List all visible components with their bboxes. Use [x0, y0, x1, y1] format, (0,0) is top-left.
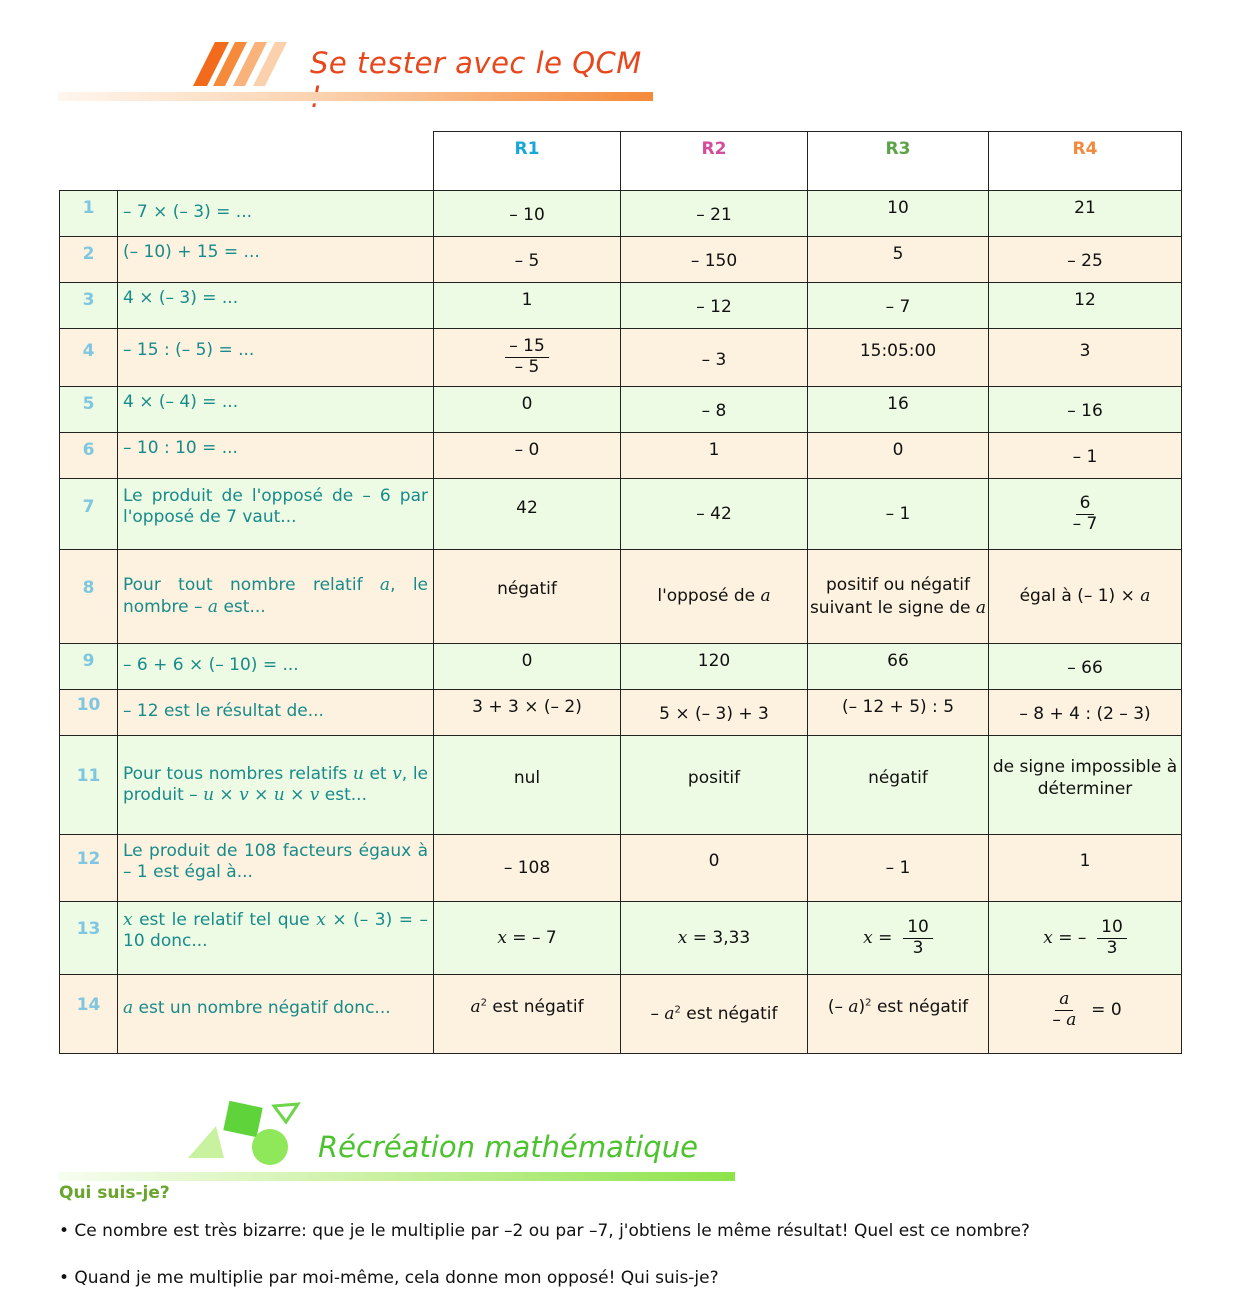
answer-r4: – 16 — [989, 387, 1182, 433]
question-text: – 15 : (– 5) = ... — [118, 329, 434, 387]
qcm-title: Se tester avec le QCM — [310, 46, 642, 80]
riddle-heading: Qui suis-je? — [59, 1183, 170, 1203]
answer-r1: 42 — [434, 479, 621, 550]
fraction-numerator: 6 — [1076, 494, 1095, 515]
stripes-icon — [193, 42, 298, 86]
answer-r3: (– a)$^2$ est négatif — [808, 975, 989, 1054]
answer-r3: 5 — [808, 237, 989, 283]
answer-r1 — [434, 329, 621, 387]
fraction-denominator: – a — [1052, 1009, 1077, 1030]
question-number: 8 — [60, 550, 118, 644]
answer-r3: (– 12 + 5) : 5 — [808, 690, 989, 736]
recreation-underline — [58, 1172, 735, 1181]
answer-r1: 1 — [434, 283, 621, 329]
answer-r4: – 8 + 4 : (2 – 3) — [989, 690, 1182, 736]
recreation-banner — [58, 1100, 748, 1186]
answer-r1: – 108 — [434, 835, 621, 902]
answer-r1: x = – 7 — [434, 902, 621, 975]
question-text: (– 10) + 15 = ... — [118, 237, 434, 283]
fraction-denominator: 3 — [1106, 937, 1118, 958]
question-text: 4 × (– 3) = ... — [118, 283, 434, 329]
fraction-numerator: – 15 — [505, 337, 549, 358]
question-number: 10 — [60, 690, 118, 736]
table-row — [60, 237, 1182, 283]
table-row — [60, 644, 1182, 690]
table-row — [60, 283, 1182, 329]
answer-r4: 1 — [989, 835, 1182, 902]
riddle-item: • Quand je me multiplie par moi-même, cela donne mon opposé! Qui suis-je? — [59, 1268, 719, 1288]
header-blank — [60, 132, 434, 191]
fraction-numerator: 10 — [1097, 918, 1127, 939]
fraction — [1097, 918, 1127, 958]
answer-r2: – 3 — [621, 329, 808, 387]
qcm-banner — [58, 38, 658, 108]
question-number: 6 — [60, 433, 118, 479]
question-text: 4 × (– 4) = ... — [118, 387, 434, 433]
question-number: 3 — [60, 283, 118, 329]
qcm-underline — [58, 92, 653, 101]
geometric-shapes-icon — [186, 1100, 316, 1170]
answer-r2: x = 3,33 — [621, 902, 808, 975]
question-text: Le produit de 108 facteurs égaux à – 1 est égal à... — [118, 835, 434, 902]
answer-r4: de signe impossible à déterminer — [989, 736, 1182, 835]
answer-r2: – 12 — [621, 283, 808, 329]
answer-r4: 21 — [989, 191, 1182, 237]
answer-r1: – 10 — [434, 191, 621, 237]
header-row — [60, 132, 1182, 191]
answer-r4: x = – $\frac{10}{3}$ — [989, 902, 1182, 975]
table-row — [60, 387, 1182, 433]
answer-r1: $a^2$ est négatif — [434, 975, 621, 1054]
question-number: 12 — [60, 835, 118, 902]
answer-r1: négatif — [434, 550, 621, 644]
answer-r4: 3 — [989, 329, 1182, 387]
answer-r2: – 21 — [621, 191, 808, 237]
recreation-title: Récréation mathématique — [318, 1130, 698, 1164]
fraction — [903, 918, 933, 958]
answer-r3: 15:05:00 — [808, 329, 989, 387]
question-text: Pour tous nombres relatifs u et v, le produit – u × v × u × v est... — [118, 736, 434, 835]
answer-r4: – 1 — [989, 433, 1182, 479]
fraction — [1069, 494, 1102, 534]
header-r4: R4 — [989, 132, 1182, 191]
table-row — [60, 329, 1182, 387]
table-row — [60, 191, 1182, 237]
question-number: 7 — [60, 479, 118, 550]
fraction-denominator: – 7 — [1072, 513, 1098, 534]
answer-r3: – 1 — [808, 479, 989, 550]
question-text: – 10 : 10 = ... — [118, 433, 434, 479]
table-row — [60, 433, 1182, 479]
question-number: 9 — [60, 644, 118, 690]
header-r3: R3 — [808, 132, 989, 191]
answer-r4: – 66 — [989, 644, 1182, 690]
question-number: 1 — [60, 191, 118, 237]
answer-r3: – 1 — [808, 835, 989, 902]
table-row — [60, 479, 1182, 550]
table-row — [60, 690, 1182, 736]
answer-r4: $\frac{a}{- a}$ = 0 — [989, 975, 1182, 1054]
table-row — [60, 902, 1182, 975]
question-number: 2 — [60, 237, 118, 283]
question-text: – 7 × (– 3) = ... — [118, 191, 434, 237]
answer-r3: 10 — [808, 191, 989, 237]
answer-r3: 16 — [808, 387, 989, 433]
question-text: – 12 est le résultat de... — [118, 690, 434, 736]
answer-r2: 1 — [621, 433, 808, 479]
answer-r4 — [989, 479, 1182, 550]
answer-r2: – $a^2$ est négatif — [621, 975, 808, 1054]
answer-r1: nul — [434, 736, 621, 835]
answer-r2: – 150 — [621, 237, 808, 283]
table-row — [60, 550, 1182, 644]
answer-r3: 66 — [808, 644, 989, 690]
fraction — [1048, 990, 1080, 1030]
fraction-numerator: a — [1055, 990, 1073, 1011]
question-number: 4 — [60, 329, 118, 387]
question-text: a est un nombre négatif donc... — [118, 975, 434, 1054]
question-number: 11 — [60, 736, 118, 835]
fraction-denominator: – 5 — [514, 357, 540, 377]
answer-r2: 0 — [621, 835, 808, 902]
question-number: 13 — [60, 902, 118, 975]
answer-r4: égal à (– 1) × a — [989, 550, 1182, 644]
answer-r3: positif ou négatif suivant le signe de a — [808, 550, 989, 644]
riddle-item: • Ce nombre est très bizarre: que je le multiplie par –2 ou par –7, j'obtiens le même résultat! Quel est ce nombre? — [59, 1221, 1030, 1241]
qcm-table — [59, 131, 1182, 1054]
answer-r1: 3 + 3 × (– 2) — [434, 690, 621, 736]
answer-r1: 0 — [434, 644, 621, 690]
table-row — [60, 736, 1182, 835]
table-row — [60, 975, 1182, 1054]
answer-r2: 120 — [621, 644, 808, 690]
answer-r1: – 5 — [434, 237, 621, 283]
answer-r1: 0 — [434, 387, 621, 433]
answer-r2: positif — [621, 736, 808, 835]
question-text: – 6 + 6 × (– 10) = ... — [118, 644, 434, 690]
fraction-denominator: 3 — [912, 937, 924, 958]
answer-r3: négatif — [808, 736, 989, 835]
fraction-numerator: 10 — [903, 918, 933, 939]
answer-r2: 5 × (– 3) + 3 — [621, 690, 808, 736]
answer-r2: – 42 — [621, 479, 808, 550]
answer-r4: – 25 — [989, 237, 1182, 283]
answer-r1: – 0 — [434, 433, 621, 479]
question-number: 14 — [60, 975, 118, 1054]
answer-r2: l'opposé de a — [621, 550, 808, 644]
answer-r2: – 8 — [621, 387, 808, 433]
fraction — [505, 337, 549, 377]
header-r1: R1 — [434, 132, 621, 191]
table-row — [60, 835, 1182, 902]
question-text: x est le relatif tel que x × (– 3) = – 10 donc... — [118, 902, 434, 975]
answer-r3: x = $\frac{10}{3}$ — [808, 902, 989, 975]
answer-r4: 12 — [989, 283, 1182, 329]
question-number: 5 — [60, 387, 118, 433]
answer-r3: 0 — [808, 433, 989, 479]
header-r2: R2 — [621, 132, 808, 191]
answer-r3: – 7 — [808, 283, 989, 329]
question-text: Le produit de l'opposé de – 6 par l'opposé de 7 vaut... — [118, 479, 434, 550]
question-text: Pour tout nombre relatif a, le nombre – a est... — [118, 550, 434, 644]
